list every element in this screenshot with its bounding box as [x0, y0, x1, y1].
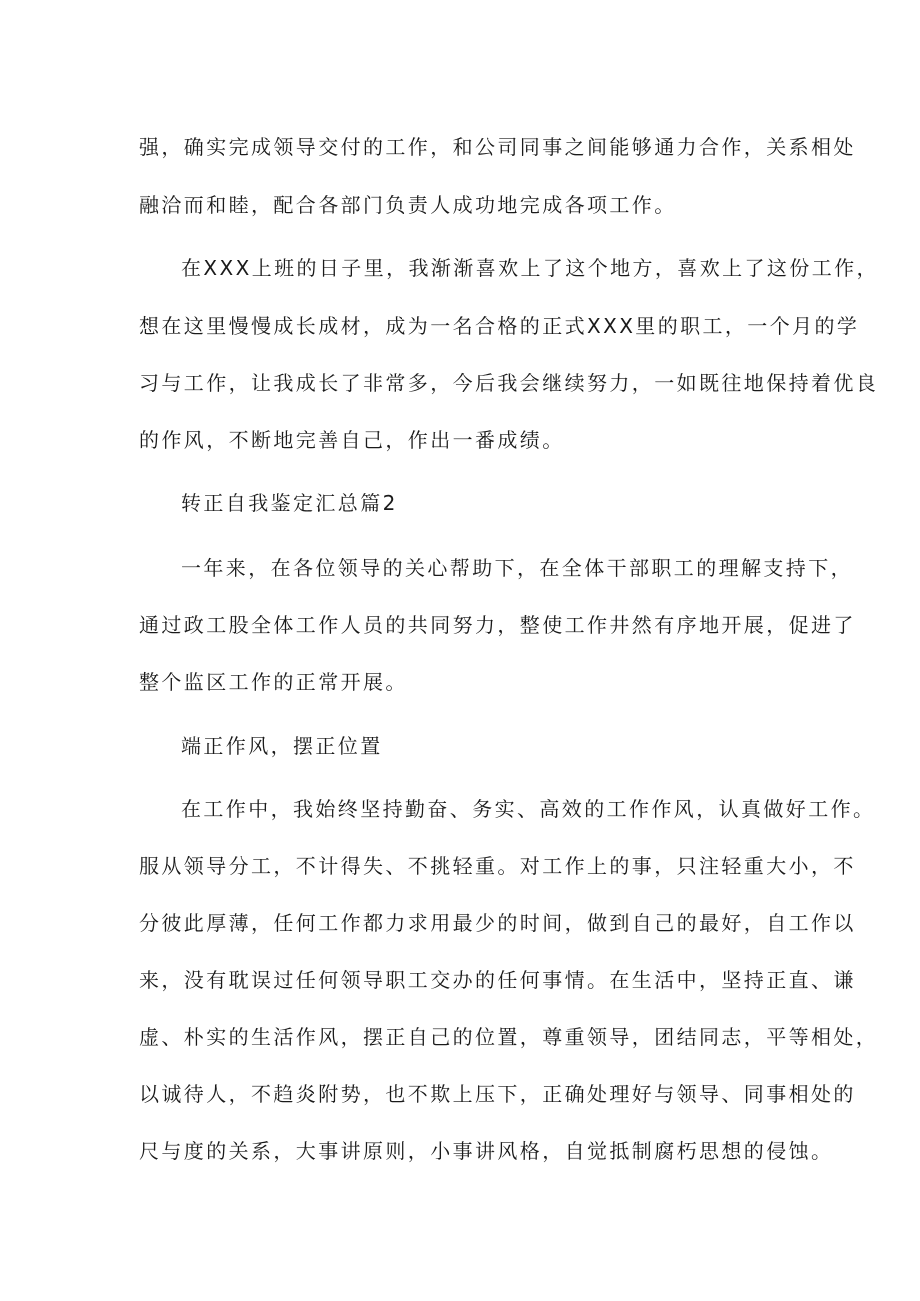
paragraph-3-line-3: 整个监区工作的正常开展。: [139, 670, 408, 694]
subsection-heading: 端正作风，摆正位置: [181, 734, 383, 758]
paragraph-3-line-1: 一年来，在各位领导的关心帮助下，在全体干部职工的理解支持下，: [181, 556, 853, 580]
paragraph-1-line-2: 融洽而和睦，配合各部门负责人成功地完成各项工作。: [139, 193, 677, 217]
paragraph-2-line-3: 习与工作，让我成长了非常多，今后我会继续努力，一如既往地保持着优良: [139, 371, 879, 395]
paragraph-4-line-5: 虚、朴实的生活作风，摆正自己的位置，尊重领导，团结同志，平等相处，: [139, 1025, 879, 1049]
paragraph-4-line-3: 分彼此厚薄，任何工作都力求用最少的时间，做到自己的最好，自工作以: [139, 911, 856, 935]
paragraph-1-line-1: 强，确实完成领导交付的工作，和公司同事之间能够通力合作，关系相处: [139, 135, 856, 159]
paragraph-2-line-1: 在XXX上班的日子里，我渐渐喜欢上了这个地方，喜欢上了这份工作，: [181, 256, 879, 280]
paragraph-3-line-2: 通过政工股全体工作人员的共同努力，整使工作井然有序地开展，促进了: [139, 613, 856, 637]
paragraph-4-line-6: 以诚待人，不趋炎附势，也不欺上压下，正确处理好与领导、同事相处的: [139, 1082, 856, 1106]
paragraph-4-line-4: 来，没有耽误过任何领导职工交办的任何事情。在生活中，坚持正直、谦: [139, 968, 856, 992]
paragraph-4-line-1: 在工作中，我始终坚持勤奋、务实、高效的工作作风，认真做好工作。: [181, 797, 876, 821]
paragraph-4-line-7: 尺与度的关系，大事讲原则，小事讲风格，自觉抵制腐朽思想的侵蚀。: [139, 1139, 834, 1163]
paragraph-2-line-4: 的作风，不断地完善自己，作出一番成绩。: [139, 428, 565, 452]
section-heading: 转正自我鉴定汇总篇2: [181, 491, 398, 515]
paragraph-2-line-2: 想在这里慢慢成长成材，成为一名合格的正式XXX里的职工，一个月的学: [139, 314, 860, 338]
paragraph-4-line-2: 服从领导分工，不计得失、不挑轻重。对工作上的事，只注轻重大小，不: [139, 854, 856, 878]
